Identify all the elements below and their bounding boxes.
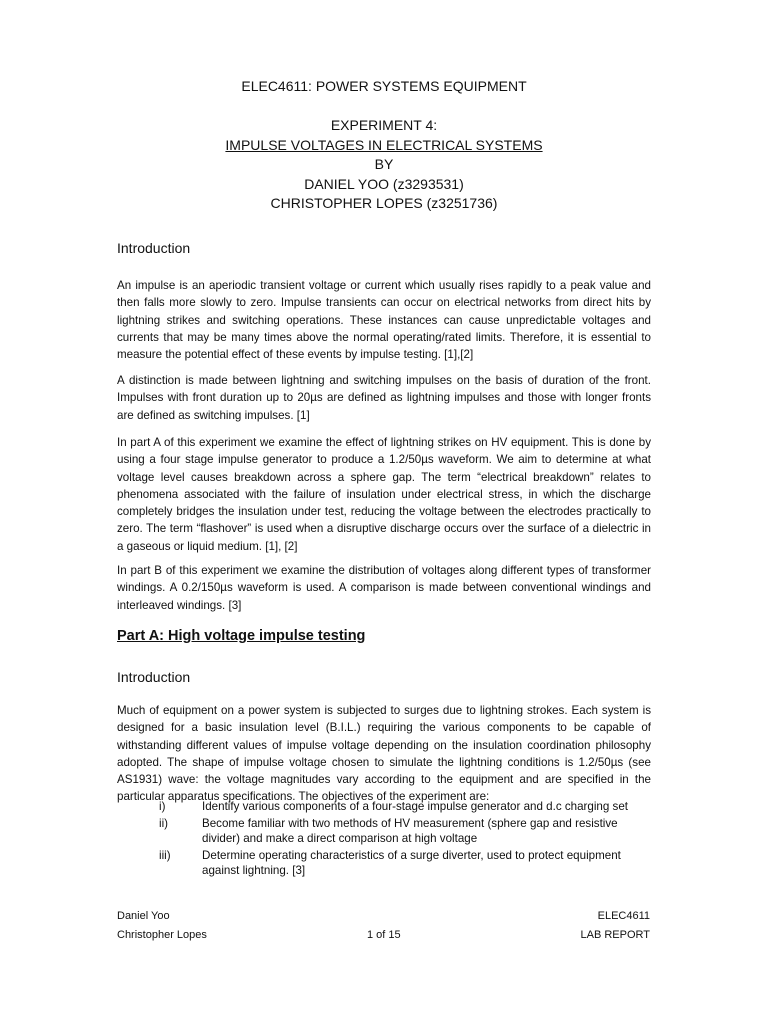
objective-number: i) [159,800,166,813]
experiment-number: EXPERIMENT 4: [330,117,438,133]
footer-author-1: Daniel Yoo [117,910,170,922]
footer-authors [117,907,207,945]
objective-text: Identify various components of a four-stage impulse generator and d.c charging set [202,800,628,813]
footer-course-info [581,907,651,945]
page-number: 1 of 15 [367,929,401,941]
objective-text: Become familiar with two methods of HV measurement (sphere gap and resistive divider) and make a direct comparison at high voltage [202,816,618,846]
author-2: CHRISTOPHER LOPES (z3251736) [270,195,498,211]
objective-item [117,848,651,879]
experiment-subject: IMPULSE VOLTAGES IN ELECTRICAL SYSTEMS [225,136,543,153]
footer-course: ELEC4611 [597,910,650,922]
intro-paragraph-4: In part B of this experiment we examine the distribution of voltages along different types of transformer windings. A 0.2/150µs waveform is used. A comparison is made between conventional windings and interleaved windings. [3] [117,564,651,612]
by-label: BY [374,156,394,172]
objectives-list [117,799,651,880]
objective-item [117,799,651,815]
intro-paragraph-1: An impulse is an aperiodic transient voltage or current which usually rises rapidly to a peak value and then falls more slowly to zero. Impulse transients can occur on electrical networks from direct hits by lightning strikes and switching operations. These instances can cause unpredictable voltages and currents that may be many times above the normal operating/rated limits. Therefore, it is essential to measure the potential effect of these events by impulse testing. [1],[2] [117,279,651,362]
course-title: ELEC4611: POWER SYSTEMS EQUIPMENT [241,78,527,94]
part-a-heading: Part A: High voltage impulse testing [117,628,366,644]
part-a-introduction-heading: Introduction [117,669,191,685]
footer-author-2: Christopher Lopes [117,929,207,941]
part-a-paragraph-1: Much of equipment on a power system is subjected to surges due to lightning strokes. Each system is designed for a basic insulation level (B.I.L.) requiring the various components to be capable of withstanding different values of impulse voltage depending on the insulation coordination philosophy adopted. The shape of impulse voltage chosen to simulate the lightning conditions is 1.2/50µs (see AS1931) wave: the voltage magnitudes vary according to the equipment and are specified in the particular apparatus specifications. The objectives of the experiment are: [117,704,651,804]
title-block [0,77,768,214]
author-1: DANIEL YOO (z3293531) [304,175,464,192]
introduction-heading: Introduction [117,240,191,256]
footer-report-type: LAB REPORT [580,929,650,941]
intro-paragraph-3: In part A of this experiment we examine the effect of lightning strikes on HV equipment. This is done by using a four stage impulse generator to produce a 1.2/50µs waveform. We aim to determine at what voltage level causes breakdown across a sphere gap. The term “electrical breakdown” relates to phenomena associated with the failure of insulation under electrical stress, in which the discharge completely bridges the insulation under test, reducing the voltage between the electrodes practically to zero. The term “flashover” is used when a disruptive discharge occurs over the surface of a dielectric in a gaseous or liquid medium. [1], [2] [117,436,651,553]
objective-text: Determine operating characteristics of a surge diverter, used to protect equipment against lightning. [3] [202,848,621,878]
objective-number: iii) [159,848,171,862]
objective-number: ii) [159,816,169,830]
objective-item [117,816,651,847]
intro-paragraph-2: A distinction is made between lightning and switching impulses on the basis of duration of the front. Impulses with front duration up to 20µs are defined as lightning impulses and those with longer fronts are defined as switching impulses. [1] [117,374,651,422]
